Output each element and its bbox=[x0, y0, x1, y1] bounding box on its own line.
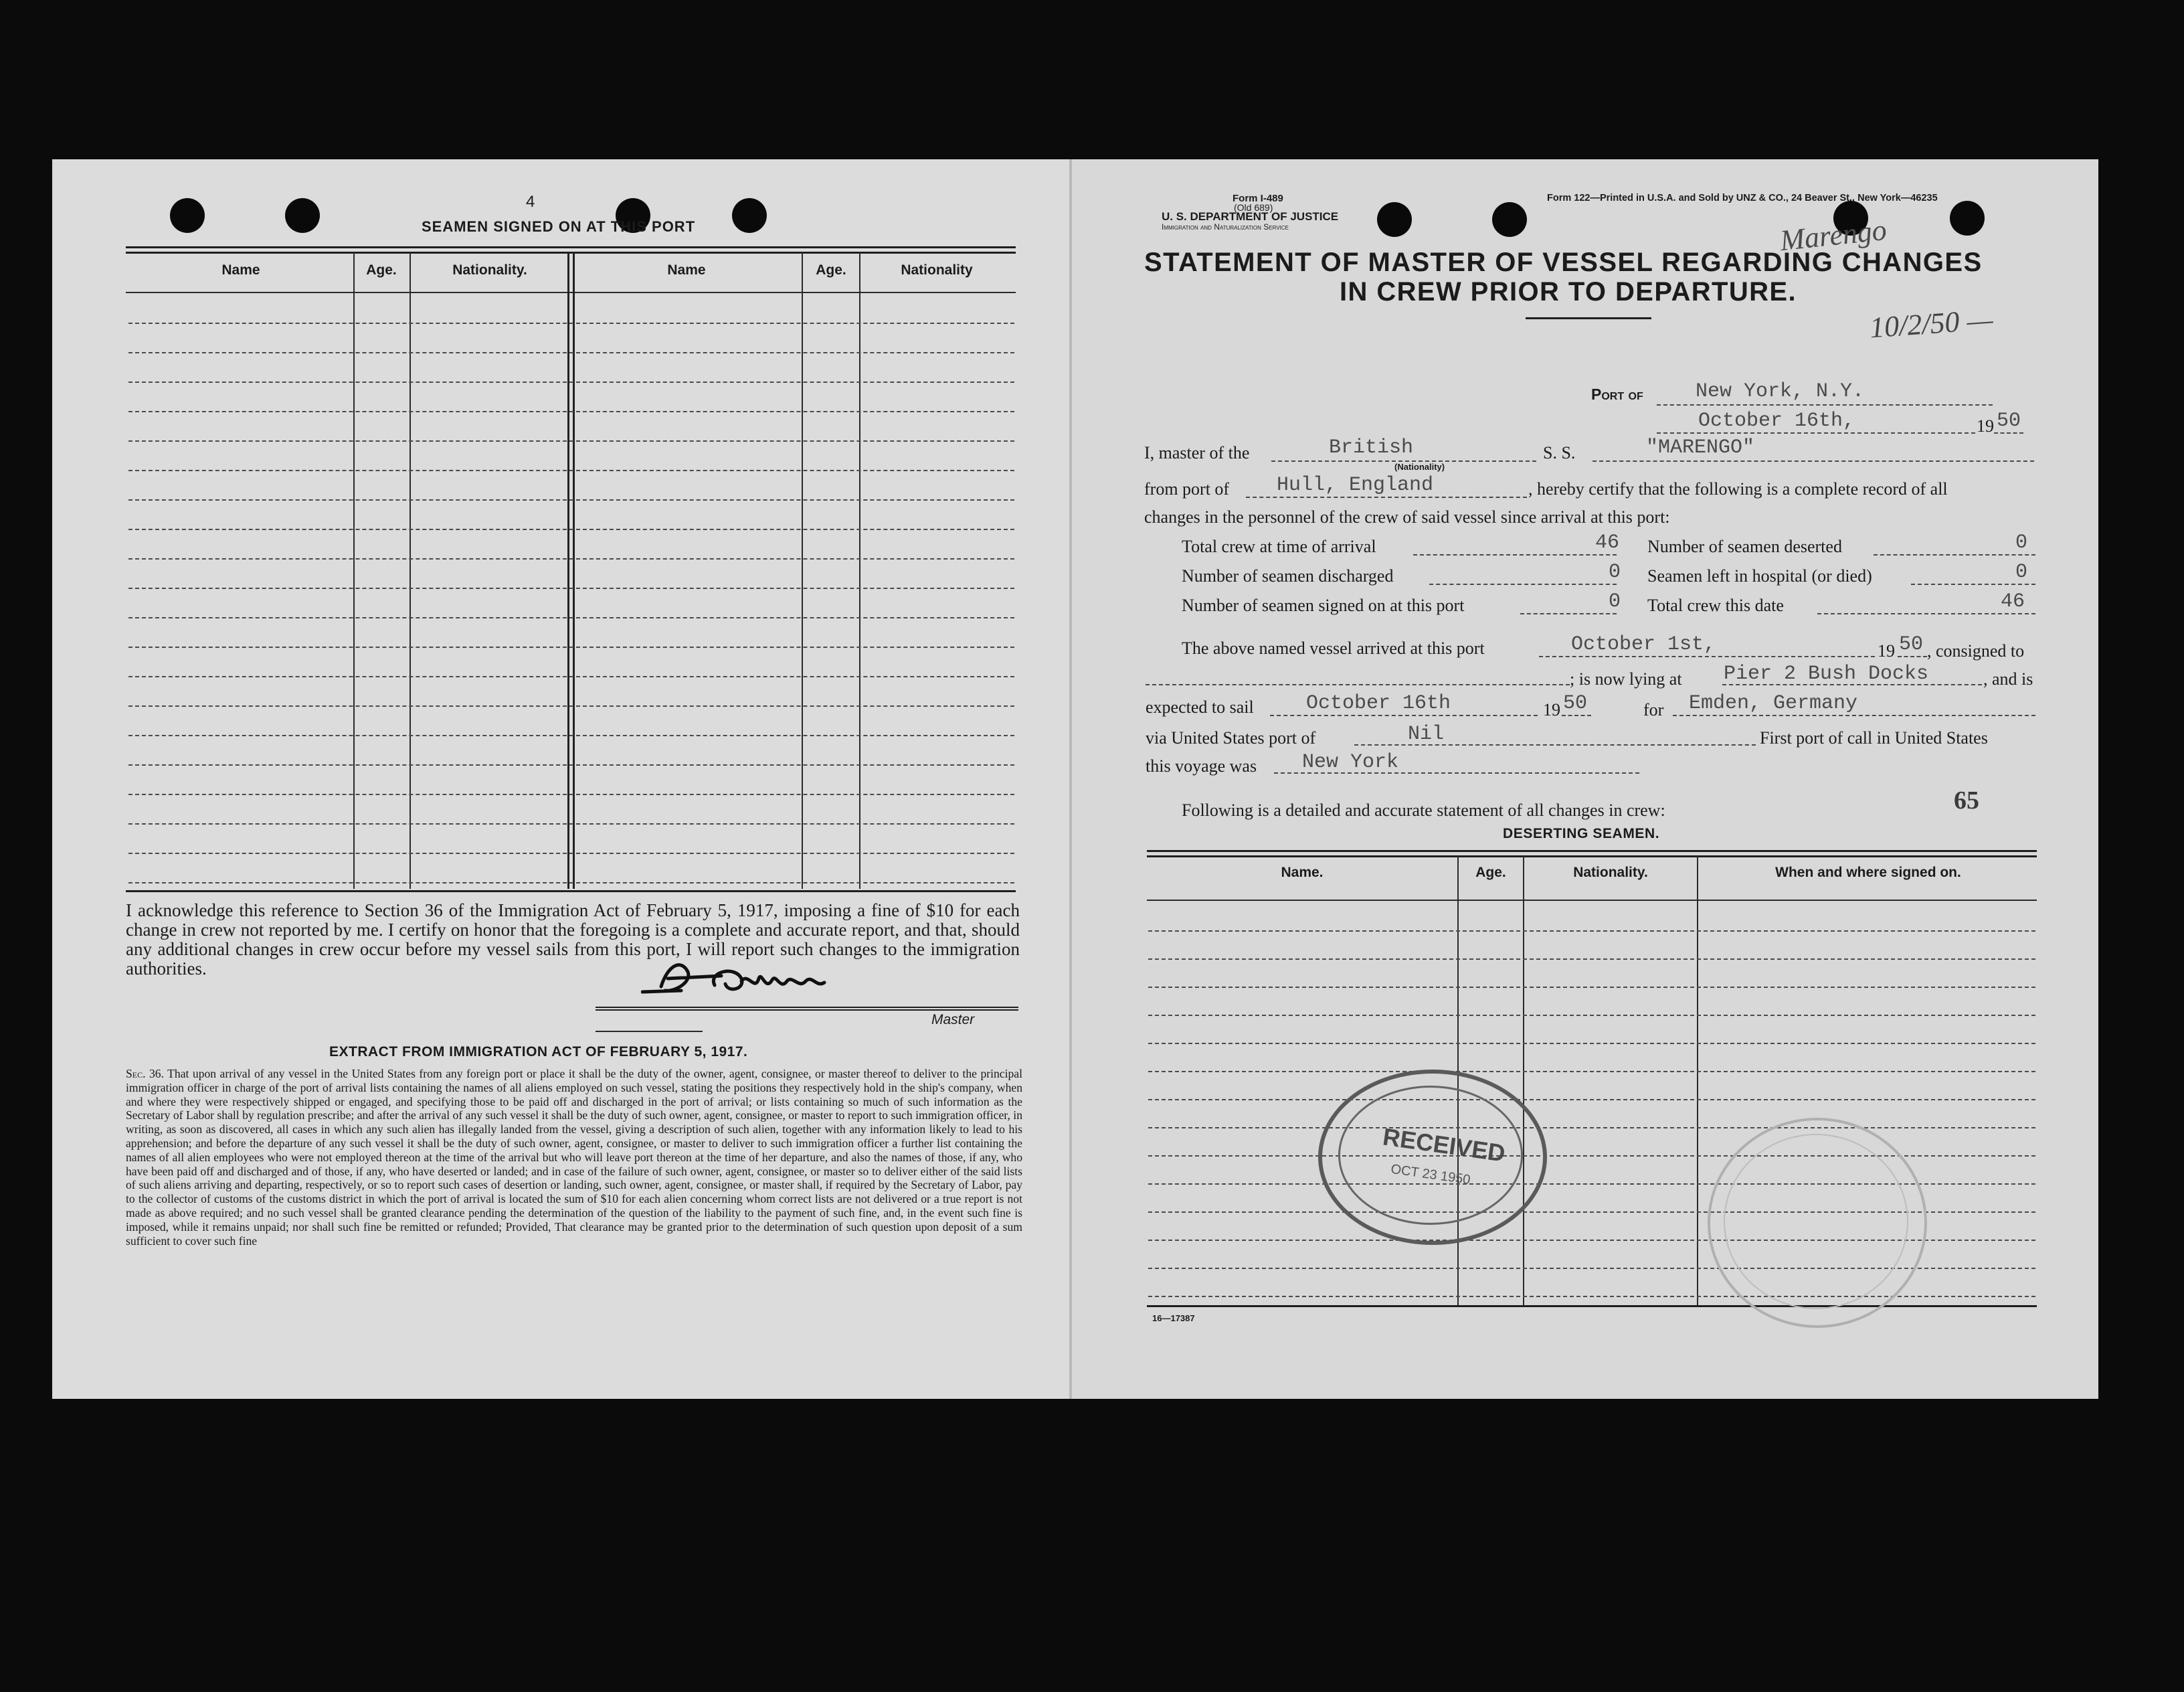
page-number: 4 bbox=[526, 193, 535, 211]
column-header-nationality: Nationality bbox=[901, 262, 973, 278]
certify-text: , hereby certify that the following is a complete record of all bbox=[1528, 479, 1948, 499]
received-stamp bbox=[1318, 1070, 1547, 1245]
via-label: via United States port of bbox=[1146, 728, 1316, 748]
year-prefix: 19 bbox=[1977, 416, 1994, 436]
column-header-nationality: Nationality. bbox=[1573, 865, 1648, 880]
master-signature bbox=[641, 952, 855, 1004]
hospital-label: Seamen left in hospital (or died) bbox=[1647, 566, 1872, 586]
footer-code: 16—17387 bbox=[1152, 1313, 1195, 1323]
year-value: 50 bbox=[1997, 410, 2021, 432]
table-row-line bbox=[128, 882, 1014, 883]
column-header-nationality: Nationality. bbox=[452, 262, 527, 278]
table-row-line bbox=[128, 558, 1014, 560]
signed-on-label: Number of seamen signed on at this port bbox=[1182, 596, 1465, 615]
statement-title-line2: IN CREW PRIOR TO DEPARTURE. bbox=[1340, 277, 1797, 307]
punch-hole-icon bbox=[1950, 201, 1985, 236]
changes-text: changes in the personnel of the crew of said vessel since arrival at this port: bbox=[1144, 507, 1670, 527]
table-row-line bbox=[1148, 1043, 2035, 1044]
table-row-line bbox=[128, 764, 1014, 766]
faded-stamp-ring bbox=[1724, 1134, 1908, 1309]
arrived-label: The above named vessel arrived at this port bbox=[1182, 639, 1485, 658]
table-row-line bbox=[128, 529, 1014, 530]
column-header-when-where: When and where signed on. bbox=[1775, 865, 1961, 880]
expected-year: 50 bbox=[1563, 692, 1588, 715]
column-header-age: Age. bbox=[366, 262, 397, 278]
table-row-line bbox=[1148, 1099, 2035, 1100]
and-is-label: , and is bbox=[1983, 669, 2033, 689]
table-row-line bbox=[1148, 1296, 2035, 1297]
printer-note: Form 122—Printed in U.S.A. and Sold by UNZ & CO., 24 Beaver St., New York—46235 bbox=[1547, 193, 1938, 203]
date-value: October 16th, bbox=[1698, 410, 1855, 432]
total-crew-value: 46 bbox=[2001, 590, 2025, 613]
expected-value: October 16th bbox=[1306, 692, 1451, 715]
via-value: Nil bbox=[1408, 723, 1445, 746]
arrived-value: October 1st, bbox=[1571, 633, 1716, 656]
discharged-label: Number of seamen discharged bbox=[1182, 566, 1394, 586]
deserted-label: Number of seamen deserted bbox=[1647, 537, 1842, 556]
for-label: for bbox=[1643, 700, 1664, 720]
table-row-line bbox=[1148, 1015, 2035, 1016]
table-row-line bbox=[1148, 987, 2035, 988]
punch-hole-icon bbox=[170, 198, 205, 233]
table-row-line bbox=[1148, 958, 2035, 960]
following-label: Following is a detailed and accurate statement of all changes in crew: bbox=[1182, 800, 1665, 820]
extract-title: EXTRACT FROM IMMIGRATION ACT OF FEBRUARY 5, 1917. bbox=[329, 1044, 748, 1060]
handwritten-vessel-name: Marengo bbox=[1778, 213, 1888, 258]
column-header-age: Age. bbox=[816, 262, 846, 278]
lying-value: Pier 2 Bush Docks bbox=[1724, 663, 1929, 685]
total-crew-label: Total crew this date bbox=[1647, 596, 1784, 615]
form-number: Form I-489 bbox=[1233, 193, 1283, 204]
discharged-value: 0 bbox=[1609, 561, 1621, 584]
statement-title-line1: STATEMENT OF MASTER OF VESSEL REGARDING CHANGES bbox=[1144, 248, 1983, 277]
table-row-line bbox=[128, 470, 1014, 471]
total-crew-arrival-label: Total crew at time of arrival bbox=[1182, 537, 1376, 556]
table-row-line bbox=[128, 823, 1014, 825]
department-name: U. S. DEPARTMENT OF JUSTICE bbox=[1162, 210, 1339, 223]
extract-body bbox=[126, 1067, 1022, 1248]
table-row-line bbox=[128, 705, 1014, 707]
signed-on-value: 0 bbox=[1609, 590, 1621, 613]
column-header-name: Name bbox=[221, 262, 260, 278]
table-row-line bbox=[128, 382, 1014, 383]
table-row-line bbox=[128, 440, 1014, 442]
punch-hole-icon bbox=[1377, 202, 1412, 237]
arrived-year: 50 bbox=[1899, 633, 1924, 656]
stamp-date: OCT 23 1950 bbox=[1390, 1161, 1471, 1188]
table-row-line bbox=[128, 676, 1014, 677]
table-row-line bbox=[128, 735, 1014, 736]
lying-label: ; is now lying at bbox=[1570, 669, 1682, 689]
column-header-name: Name bbox=[667, 262, 706, 278]
ss-label: S. S. bbox=[1543, 443, 1576, 462]
master-label: Master bbox=[931, 1012, 975, 1027]
hospital-value: 0 bbox=[2015, 561, 2028, 584]
expected-label: expected to sail bbox=[1146, 697, 1254, 717]
punch-hole-icon bbox=[285, 198, 320, 233]
nationality-value: British bbox=[1329, 436, 1414, 459]
table-row-line bbox=[128, 647, 1014, 648]
table-row-line bbox=[128, 853, 1014, 854]
acknowledgment-text: I acknowledge this reference to Section 36 of the Immigration Act of February 5, 1917, imposing a fine of $10 for each change in crew not reported by me. I certify on honor that the foregoing is a complete and accurate report, and that, should any additional changes in crew occur before my vessel sails from this port, I will report such changes to the immigration authorities. bbox=[126, 900, 1020, 979]
arrived-year-prefix: 19 bbox=[1878, 641, 1895, 661]
table-row-line bbox=[128, 588, 1014, 589]
table-row-line bbox=[1148, 1127, 2035, 1128]
extract-section: Sec. 36. bbox=[126, 1067, 164, 1080]
page-fold bbox=[1069, 159, 1072, 1399]
for-value: Emden, Germany bbox=[1689, 692, 1858, 715]
extract-text: That upon arrival of any vessel in the United States from any foreign port or place it shall be the duty of the owner, agent, consignee, or master thereof to deliver to the principal immigration officer in charge of the port of arrival lists containing the names of all aliens employed on such vessel, stating the positions they respectively hold in the ship's company, when and where they were respectively shipped or engaged, and specifying those to be paid off and discharged in the port of arrival; or lists containing so much of such information as the Secretary of Labor shall by regulation prescribe; and after the arrival of any such vessel it shall be the duty of such owner, agent, consignee, or master to report to such immigration officer, in writing, as soon as discovered, all cases in which any such alien has illegally landed from the vessel, giving a description of such alien, together with any information likely to lead to his apprehension; and before the departure of any such vessel it shall be the duty of such owner, agent, consignee, or master to deliver to such immigration officer a further list containing the names of all alien employees who were not employed thereon at the time of the arrival but who will leave port thereon at the time of her departure, and also the names of those, if any, who have been paid off and discharged and of those, if any, who have deserted or landed; and in case of the failure of such owner, agent, consignee, or master so to deliver either of the said lists of such aliens arriving and departing, respectively, or so to report such cases of desertion or landing, such owner, agent, consignee, or master shall, if required by the Secretary of Labor, pay to the collector of customs of the customs district in which the port of arrival is located the sum of $10 for each alien concerning whom correct lists are not delivered or a true report is not made as above required; and no such vessel shall be granted clearance pending the determination of the question of the liability to the payment of such fine, and, in the event such fine is imposed, while it remains unpaid; nor shall such fine be remitted or refunded; Provided, That clearance may be granted prior to the determination of such question upon deposit of a sum sufficient to cover such fine bbox=[126, 1067, 1022, 1248]
port-label: Port of bbox=[1591, 386, 1643, 403]
first-port-label: First port of call in United States bbox=[1760, 728, 1988, 748]
deserting-seamen-title: DESERTING SEAMEN. bbox=[1503, 826, 1660, 841]
right-page bbox=[1071, 159, 2098, 1399]
table-row-line bbox=[128, 794, 1014, 795]
master-of-label: I, master of the bbox=[1144, 443, 1250, 462]
stamp-received-text: RECEIVED bbox=[1381, 1122, 1508, 1167]
punch-hole-icon bbox=[1492, 202, 1527, 237]
service-name: Immigration and Naturalization Service bbox=[1162, 222, 1289, 232]
table-row-line bbox=[1148, 930, 2035, 932]
voyage-value: New York bbox=[1302, 751, 1399, 774]
table-row-line bbox=[128, 499, 1014, 501]
consigned-label: , consigned to bbox=[1927, 641, 2025, 661]
column-header-name: Name. bbox=[1281, 865, 1324, 880]
seamen-signed-on-title: SEAMEN SIGNED ON AT THIS PORT bbox=[422, 218, 696, 235]
from-port-label: from port of bbox=[1144, 479, 1230, 499]
total-crew-arrival-value: 46 bbox=[1595, 531, 1620, 554]
table-row-line bbox=[128, 617, 1014, 618]
nationality-caption: (Nationality) bbox=[1394, 462, 1445, 472]
voyage-label: this voyage was bbox=[1146, 756, 1257, 776]
from-port-value: Hull, England bbox=[1277, 474, 1434, 497]
form-old-number: (Old 689) bbox=[1234, 202, 1273, 213]
ship-name: "MARENGO" bbox=[1646, 436, 1755, 459]
table-row-line bbox=[128, 411, 1014, 412]
column-header-age: Age. bbox=[1475, 865, 1506, 880]
expected-year-prefix: 19 bbox=[1543, 700, 1560, 720]
table-row-line bbox=[1148, 1071, 2035, 1072]
page-stamp-number: 65 bbox=[1954, 786, 1979, 815]
handwritten-date: 10/2/50 — bbox=[1868, 303, 1995, 345]
deserted-value: 0 bbox=[2015, 531, 2028, 554]
port-value: New York, N.Y. bbox=[1696, 380, 1865, 403]
punch-hole-icon bbox=[732, 198, 767, 233]
table-row-line bbox=[128, 323, 1014, 324]
table-row-line bbox=[128, 352, 1014, 353]
